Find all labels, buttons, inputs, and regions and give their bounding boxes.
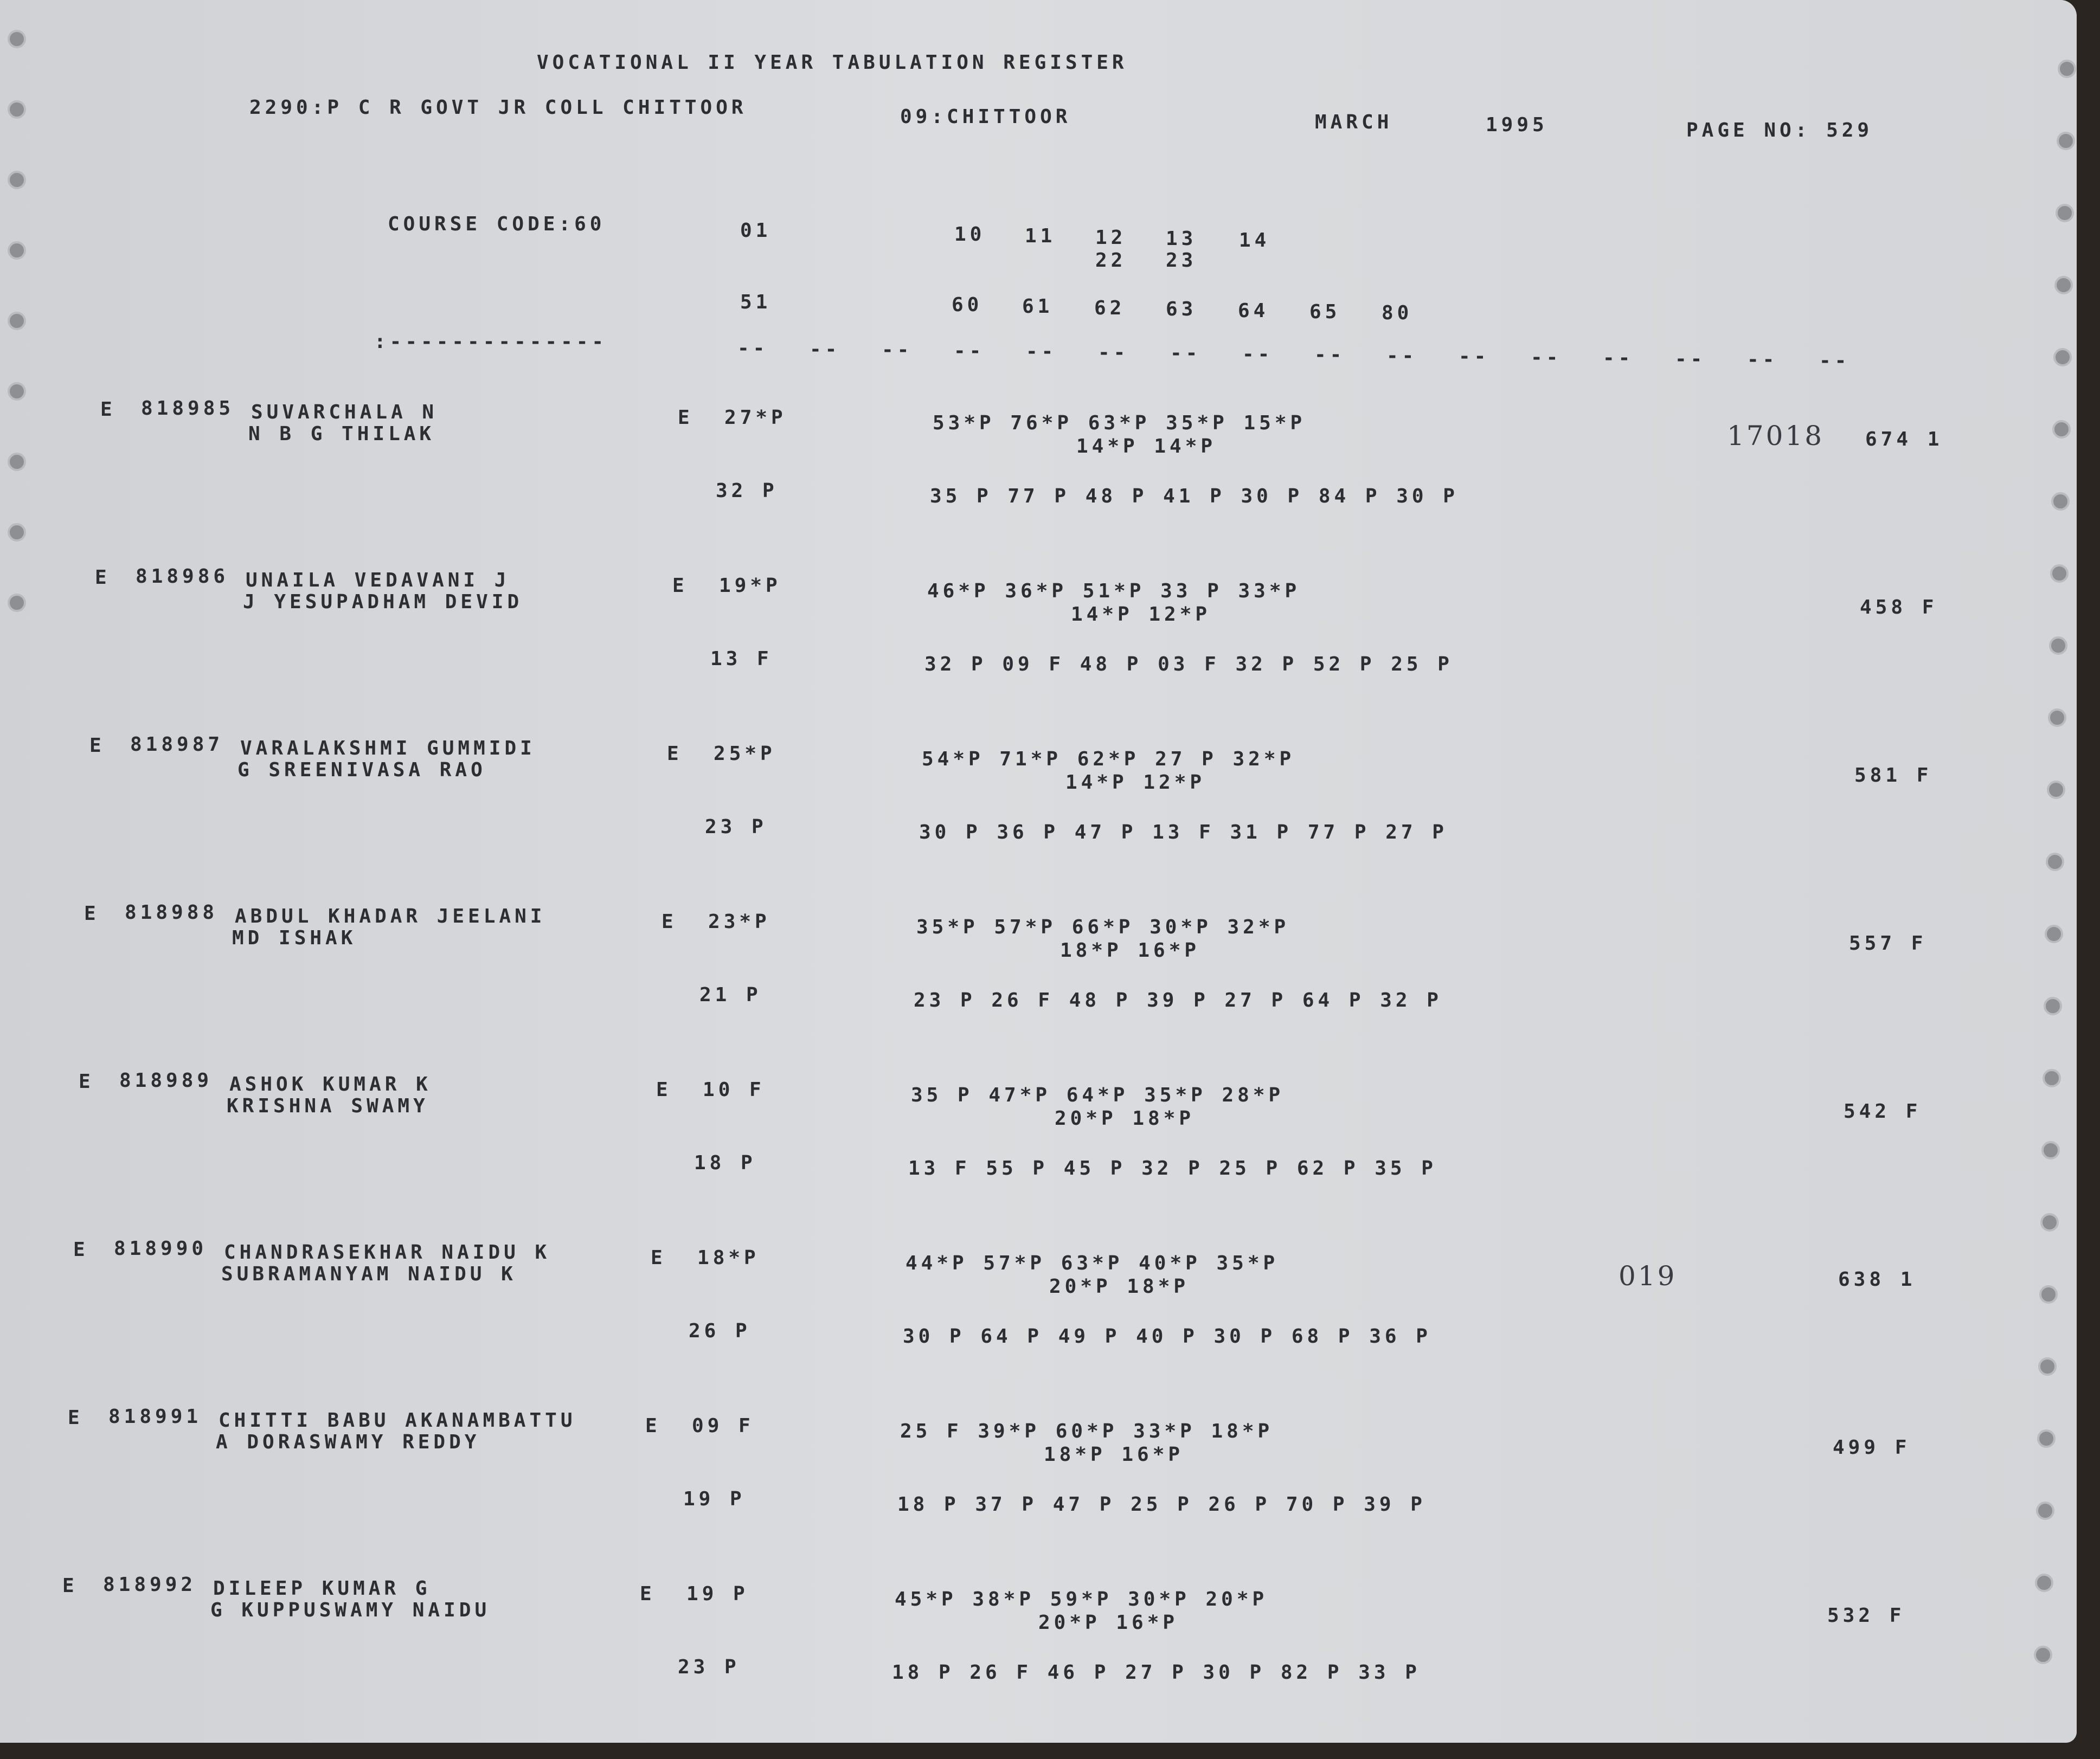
subject-code: 23 [1166,249,1197,272]
tractor-feed-hole [2049,636,2067,655]
hall-ticket-number: 818988 [125,901,219,924]
parent-name: N B G THILAK [248,423,435,445]
language-mark: E 10 F [656,1079,765,1101]
language-mark: E 27*P [678,407,787,429]
exam-type: E [68,1407,84,1429]
subject-code: 80 [1382,302,1413,324]
exam-month: MARCH [1315,111,1393,133]
language-mark: E 19 P [640,1583,749,1605]
subject-code: 62 [1094,297,1126,319]
district: 09:CHITTOOR [900,106,1071,128]
subject-marks: 45*P 38*P 59*P 30*P 20*P [895,1588,1268,1610]
tractor-feed-hole [2044,997,2062,1015]
tractor-feed-hole [2035,1574,2053,1592]
tractor-feed-hole [2057,132,2075,150]
part2-language-mark: 26 P [689,1320,751,1342]
subject-marks: 54*P 71*P 62*P 27 P 32*P [922,748,1295,770]
column-dash: -- [1026,340,1057,363]
binder-hole [8,453,26,471]
student-name: VARALAKSHMI GUMMIDI [240,737,536,759]
subject-marks-part2: 14*P 12*P [1071,603,1211,626]
student-name: ASHOK KUMAR K [229,1073,432,1096]
column-dash: -- [737,337,769,359]
tractor-feed-hole [2037,1429,2056,1448]
binder-hole [8,100,26,119]
subject-code: 12 [1095,227,1127,249]
tractor-feed-hole [2041,1141,2060,1159]
subject-marks-part2: 20*P 18*P [1055,1107,1195,1130]
tractor-feed-hole [2046,853,2064,871]
binder-hole [8,241,26,260]
parent-name: MD ISHAK [232,927,357,949]
part2-subject-marks: 35 P 77 P 48 P 41 P 30 P 84 P 30 P [930,485,1459,507]
subject-marks-part2: 20*P 16*P [1038,1612,1179,1634]
exam-type: E [62,1575,78,1597]
handwritten-annotation: 17018 [1727,420,1825,452]
language-mark: E 23*P [662,911,770,933]
subject-marks: 35*P 57*P 66*P 30*P 32*P [916,916,1290,938]
part2-subject-marks: 18 P 37 P 47 P 25 P 26 P 70 P 39 P [897,1493,1426,1516]
language-mark: E 19*P [672,575,781,597]
binder-hole [8,30,26,48]
total-marks-result: 499 F [1833,1436,1911,1459]
column-dash: -- [1314,344,1346,366]
binder-hole [8,171,26,189]
column-dash: -- [1675,347,1706,370]
tractor-feed-hole [2036,1502,2054,1520]
part2-subject-marks: 13 F 55 P 45 P 32 P 25 P 62 P 35 P [908,1157,1437,1180]
exam-type: E [79,1071,94,1093]
student-name: UNAILA VEDAVANI J [246,569,510,591]
tractor-feed-hole [2056,204,2074,222]
tractor-feed-hole [2040,1213,2059,1232]
subject-code: 51 [740,291,772,313]
tractor-feed-hole [2050,564,2069,583]
tractor-feed-hole [2045,925,2063,943]
student-name: DILEEP KUMAR G [213,1577,431,1600]
column-dash: -- [882,339,913,361]
exam-type: E [89,734,105,757]
part2-subject-marks: 18 P 26 F 46 P 27 P 30 P 82 P 33 P [892,1661,1421,1684]
subject-marks: 44*P 57*P 63*P 40*P 35*P [905,1252,1279,1274]
part2-subject-marks: 30 P 36 P 47 P 13 F 31 P 77 P 27 P [919,821,1448,843]
part2-subject-marks: 32 P 09 F 48 P 03 F 32 P 52 P 25 P [924,653,1453,675]
parent-name: J YESUPADHAM DEVID [243,591,523,613]
part2-language-mark: 23 P [678,1656,740,1678]
subject-code: 14 [1239,229,1270,252]
student-name: CHANDRASEKHAR NAIDU K [224,1241,551,1264]
binder-hole [8,382,26,401]
tractor-feed-hole [2043,1069,2061,1087]
language-mark: E 09 F [645,1415,754,1437]
column-dash: -- [1098,341,1129,364]
subject-code: 60 [952,294,983,316]
exam-type: E [73,1239,89,1261]
column-dash: -- [1386,344,1418,367]
subject-code: 65 [1309,301,1341,323]
tractor-feed-hole [2053,348,2072,366]
page-number: PAGE NO: 529 [1686,119,1873,141]
column-dash: -- [1170,342,1202,364]
column-dash: -- [1242,343,1274,365]
part2-subject-marks: 23 P 26 F 48 P 39 P 27 P 64 P 32 P [914,989,1442,1011]
tractor-feed-hole [2048,708,2066,727]
subject-code: 22 [1095,249,1127,272]
subject-marks-part2: 20*P 18*P [1049,1275,1190,1298]
subject-code: 10 [954,223,986,246]
parent-name: A DORASWAMY REDDY [216,1431,480,1453]
exam-type: E [100,398,116,421]
hall-ticket-number: 818987 [130,733,224,756]
total-marks-result: 532 F [1827,1605,1905,1627]
student-name: ABDUL KHADAR JEELANI [235,905,546,927]
tractor-feed-hole [2051,492,2070,511]
column-dash: -- [1819,349,1851,372]
subject-marks: 53*P 76*P 63*P 35*P 15*P [933,412,1306,434]
subject-marks-part2: 14*P 14*P [1076,435,1217,458]
handwritten-annotation: 019 [1619,1260,1677,1292]
total-marks-result: 674 1 [1865,428,1943,450]
tractor-feed-hole [2038,1357,2057,1376]
college-name: 2290:P C R GOVT JR COLL CHITTOOR [249,96,747,119]
total-marks-result: 542 F [1844,1100,1922,1123]
exam-year: 1995 [1486,114,1548,136]
column-dash: -- [810,338,841,360]
part2-language-mark: 23 P [705,816,767,838]
subject-code: 61 [1022,295,1054,318]
part2-language-mark: 19 P [683,1488,746,1510]
part2-subject-marks: 30 P 64 P 49 P 40 P 30 P 68 P 36 P [903,1325,1431,1348]
total-marks-result: 458 F [1860,596,1938,618]
binder-hole [8,312,26,330]
parent-name: KRISHNA SWAMY [227,1095,429,1117]
hall-ticket-number: 818992 [103,1574,197,1596]
subject-marks-part2: 14*P 12*P [1065,771,1206,794]
subject-marks: 25 F 39*P 60*P 33*P 18*P [900,1420,1274,1442]
tractor-feed-hole [2039,1285,2058,1304]
binder-hole [8,594,26,612]
column-dash: -- [1747,349,1778,371]
parent-name: G KUPPUSWAMY NAIDU [210,1599,491,1621]
subject-marks-part2: 18*P 16*P [1060,939,1200,962]
exam-type: E [95,566,111,589]
total-marks-result: 557 F [1849,932,1927,955]
hall-ticket-number: 818986 [136,565,229,588]
hall-ticket-number: 818990 [114,1238,208,1260]
subject-code: 63 [1166,298,1197,320]
part2-language-mark: 32 P [716,480,778,502]
student-name: CHITTI BABU AKANAMBATTU [219,1409,576,1432]
subject-code: 13 [1166,228,1197,250]
column-dash: -- [1531,346,1562,369]
column-dash: -- [1459,345,1490,368]
subject-code: 01 [740,220,772,242]
hall-ticket-number: 818985 [141,397,235,420]
total-marks-result: 581 F [1854,764,1932,787]
student-name: SUVARCHALA N [251,401,438,423]
subject-marks: 35 P 47*P 64*P 35*P 28*P [911,1084,1285,1106]
subject-code: 64 [1238,300,1269,322]
tractor-feed-hole [2034,1646,2052,1664]
register-title: VOCATIONAL II YEAR TABULATION REGISTER [537,51,1128,74]
column-dash: -- [1603,347,1634,369]
hall-ticket-number: 818989 [119,1069,213,1092]
course-code: COURSE CODE:60 [388,213,606,235]
tractor-feed-hole [2054,276,2073,294]
subject-code: 11 [1025,225,1056,247]
column-dash: -- [954,339,985,362]
tractor-feed-hole [2047,781,2065,799]
binder-hole [8,523,26,542]
language-mark: E 18*P [651,1247,760,1269]
header-underline: :-------------- [374,331,608,353]
parent-name: G SREENIVASA RAO [237,759,486,781]
part2-language-mark: 18 P [694,1152,756,1174]
subject-marks-part2: 18*P 16*P [1044,1444,1184,1466]
exam-type: E [84,903,100,925]
hall-ticket-number: 818991 [108,1406,202,1428]
language-mark: E 25*P [667,743,776,765]
subject-marks: 46*P 36*P 51*P 33 P 33*P [927,580,1301,602]
tractor-feed-hole [2052,420,2071,439]
part2-language-mark: 13 F [710,648,773,670]
parent-name: SUBRAMANYAM NAIDU K [221,1263,517,1285]
total-marks-result: 638 1 [1838,1268,1916,1291]
part2-language-mark: 21 P [699,984,762,1006]
tractor-feed-hole [2058,60,2076,78]
